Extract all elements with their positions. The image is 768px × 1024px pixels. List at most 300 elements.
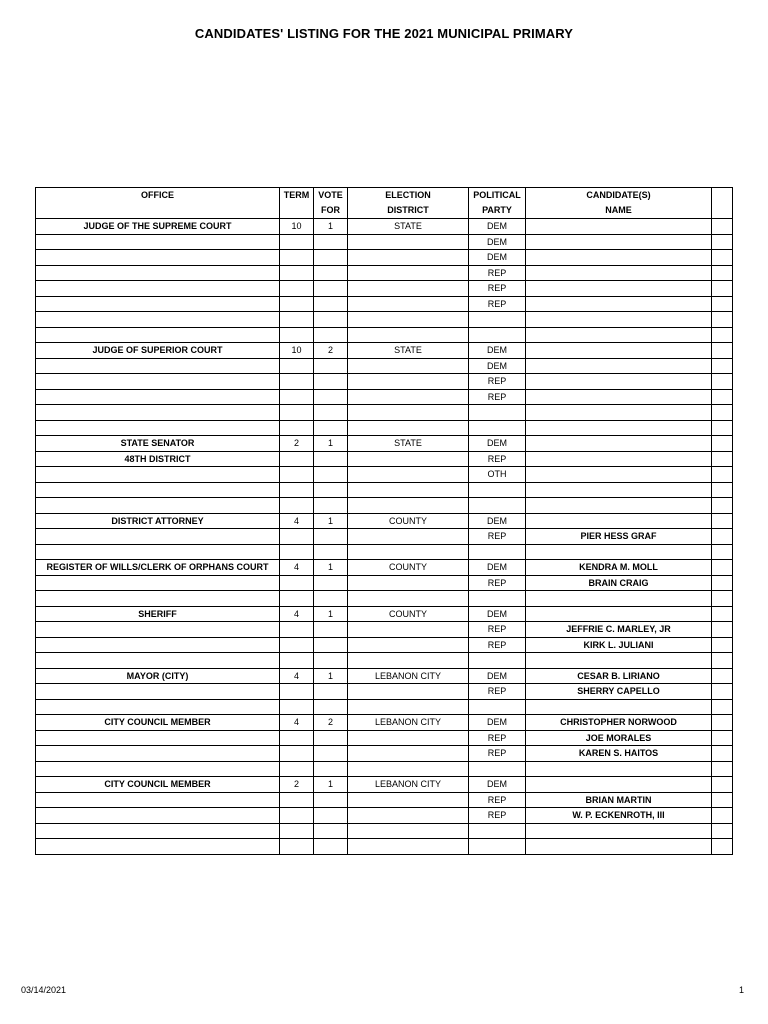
vote-for-cell [314,327,348,343]
election-district-cell: COUNTY [348,606,469,622]
candidate-name-cell [526,389,712,405]
term-cell [280,467,314,483]
table-row [36,808,733,824]
extra-cell [712,668,733,684]
document-title: CANDIDATES' LISTING FOR THE 2021 MUNICIPAL PRIMARY [194,26,574,41]
office-cell [36,498,280,514]
table-row [36,622,733,638]
political-party-cell: REP [469,529,526,545]
election-district-cell [348,327,469,343]
term-cell [280,591,314,607]
term-cell [280,575,314,591]
political-party-cell: OTH [469,467,526,483]
political-party-cell [469,405,526,421]
candidate-name-cell [526,343,712,359]
candidate-name-cell: JOE MORALES [526,730,712,746]
candidate-name-cell [526,482,712,498]
office-cell [36,327,280,343]
vote-for-cell: 1 [314,606,348,622]
extra-cell [712,746,733,762]
election-district-cell [348,234,469,250]
table-row [36,544,733,560]
office-cell [36,467,280,483]
candidate-name-cell [526,606,712,622]
table-row [36,498,733,514]
candidate-name-cell: SHERRY CAPELLO [526,684,712,700]
election-district-cell [348,730,469,746]
candidate-name-cell: W. P. ECKENROTH, III [526,808,712,824]
term-cell [280,234,314,250]
office-cell [36,529,280,545]
political-party-cell: REP [469,808,526,824]
extra-cell [712,389,733,405]
extra-cell [712,808,733,824]
vote-for-cell [314,265,348,281]
vote-for-cell [314,591,348,607]
extra-cell [712,792,733,808]
table-row [36,792,733,808]
vote-for-cell: 1 [314,777,348,793]
office-cell [36,405,280,421]
candidate-name-cell [526,219,712,235]
political-party-cell: DEM [469,358,526,374]
extra-cell [712,327,733,343]
political-party-cell: REP [469,575,526,591]
election-district-cell [348,296,469,312]
extra-cell [712,715,733,731]
office-cell [36,684,280,700]
extra-cell [712,529,733,545]
table-row [36,281,733,297]
extra-cell [712,684,733,700]
term-cell [280,792,314,808]
office-cell [36,234,280,250]
vote-for-cell [314,622,348,638]
election-district-cell [348,761,469,777]
extra-cell [712,823,733,839]
political-party-cell: DEM [469,668,526,684]
political-party-cell [469,544,526,560]
political-party-cell: DEM [469,343,526,359]
table-row [36,823,733,839]
office-cell [36,746,280,762]
candidate-name-cell: KIRK L. JULIANI [526,637,712,653]
office-cell: STATE SENATOR [36,436,280,452]
candidate-name-cell: PIER HESS GRAF [526,529,712,545]
office-cell [36,653,280,669]
vote-for-cell [314,451,348,467]
candidate-name-cell: CHRISTOPHER NORWOOD [526,715,712,731]
table-row [36,250,733,266]
political-party-header-line1: POLITICAL [473,190,521,200]
vote-for-cell [314,839,348,855]
table-row [36,529,733,545]
term-cell [280,529,314,545]
political-party-cell [469,420,526,436]
office-cell [36,296,280,312]
election-district-cell [348,746,469,762]
political-party-cell: REP [469,451,526,467]
extra-cell [712,281,733,297]
header-row [36,188,733,219]
candidate-name-cell [526,327,712,343]
office-cell [36,839,280,855]
vote-for-cell: 1 [314,219,348,235]
page-number: 1 [739,985,745,995]
table-row [36,312,733,328]
election-district-cell [348,405,469,421]
political-party-cell: DEM [469,560,526,576]
office-cell [36,792,280,808]
table-row [36,575,733,591]
candidate-name-cell [526,451,712,467]
election-district-cell [348,699,469,715]
office-cell [36,761,280,777]
extra-cell [712,234,733,250]
term-cell [280,699,314,715]
political-party-cell: DEM [469,513,526,529]
candidate-name-cell [526,296,712,312]
term-cell [280,839,314,855]
election-district-cell [348,312,469,328]
vote-for-cell: 1 [314,560,348,576]
table-body [36,219,733,855]
political-party-cell: REP [469,622,526,638]
table-row [36,374,733,390]
election-district-cell: LEBANON CITY [348,668,469,684]
political-party-cell: REP [469,296,526,312]
vote-for-cell [314,792,348,808]
extra-cell [712,312,733,328]
extra-cell [712,653,733,669]
vote-for-header-line1: VOTE [318,190,343,200]
term-cell [280,823,314,839]
term-cell: 4 [280,668,314,684]
vote-for-cell [314,281,348,297]
office-cell: REGISTER OF WILLS/CLERK OF ORPHANS COURT [36,560,280,576]
office-cell: CITY COUNCIL MEMBER [36,777,280,793]
office-cell: JUDGE OF THE SUPREME COURT [36,219,280,235]
election-district-header-line1: ELECTION [385,190,431,200]
term-cell [280,327,314,343]
vote-for-cell: 1 [314,513,348,529]
political-party-cell: REP [469,265,526,281]
candidate-name-header-line2: NAME [605,205,632,215]
candidate-name-cell [526,405,712,421]
office-cell: SHERIFF [36,606,280,622]
term-cell [280,684,314,700]
table-row [36,653,733,669]
extra-cell [712,575,733,591]
term-cell [280,265,314,281]
candidate-name-cell: KAREN S. HAITOS [526,746,712,762]
political-party-header-line2: PARTY [482,205,512,215]
political-party-cell: DEM [469,234,526,250]
table-row [36,777,733,793]
table-row [36,482,733,498]
term-cell [280,637,314,653]
office-cell [36,823,280,839]
office-cell: DISTRICT ATTORNEY [36,513,280,529]
political-party-cell: REP [469,374,526,390]
vote-for-cell [314,746,348,762]
candidate-name-cell [526,374,712,390]
office-cell [36,808,280,824]
term-cell: 4 [280,715,314,731]
table-row [36,405,733,421]
table-row [36,513,733,529]
election-district-cell [348,591,469,607]
candidate-name-cell: CESAR B. LIRIANO [526,668,712,684]
election-district-cell [348,637,469,653]
vote-for-cell [314,730,348,746]
term-cell [280,746,314,762]
footer-date: 03/14/2021 [21,985,67,995]
extra-cell [712,560,733,576]
vote-for-header [314,188,348,219]
candidate-name-header-line1: CANDIDATE(S) [586,190,651,200]
vote-for-cell [314,296,348,312]
office-cell [36,389,280,405]
term-cell [280,498,314,514]
candidate-name-cell [526,591,712,607]
extra-cell [712,343,733,359]
political-party-cell [469,653,526,669]
political-party-cell: DEM [469,715,526,731]
table-row [36,699,733,715]
office-cell [36,358,280,374]
extra-cell [712,358,733,374]
political-party-cell [469,839,526,855]
term-cell [280,730,314,746]
office-cell: JUDGE OF SUPERIOR COURT [36,343,280,359]
term-cell [280,405,314,421]
table-row [36,265,733,281]
political-party-cell: DEM [469,250,526,266]
political-party-cell: REP [469,637,526,653]
term-cell [280,482,314,498]
candidate-name-cell [526,467,712,483]
election-district-cell [348,792,469,808]
table-row [36,467,733,483]
candidate-name-cell: KENDRA M. MOLL [526,560,712,576]
candidate-name-cell [526,436,712,452]
political-party-cell [469,498,526,514]
office-cell [36,699,280,715]
election-district-cell [348,420,469,436]
candidate-name-cell [526,823,712,839]
election-district-cell [348,250,469,266]
vote-for-cell [314,575,348,591]
table-row [36,761,733,777]
election-district-cell: STATE [348,343,469,359]
table-row [36,343,733,359]
vote-for-cell [314,482,348,498]
term-cell [280,374,314,390]
term-cell: 10 [280,219,314,235]
term-cell: 2 [280,777,314,793]
election-district-cell: LEBANON CITY [348,715,469,731]
vote-for-cell [314,761,348,777]
political-party-cell [469,327,526,343]
table-row [36,327,733,343]
election-district-cell [348,374,469,390]
extra-cell [712,405,733,421]
term-cell [280,296,314,312]
election-district-cell [348,575,469,591]
table-row [36,591,733,607]
vote-for-cell: 1 [314,668,348,684]
table-row [36,358,733,374]
extra-cell [712,513,733,529]
extra-cell [712,622,733,638]
table-row [36,715,733,731]
term-cell: 10 [280,343,314,359]
office-cell [36,544,280,560]
election-district-cell [348,544,469,560]
office-cell [36,374,280,390]
extra-cell [712,467,733,483]
vote-for-cell [314,405,348,421]
term-cell [280,451,314,467]
election-district-cell [348,839,469,855]
candidate-name-cell: BRIAN MARTIN [526,792,712,808]
election-district-cell [348,529,469,545]
office-cell: MAYOR (CITY) [36,668,280,684]
candidate-name-cell [526,234,712,250]
candidate-name-header [526,188,712,219]
political-party-cell [469,482,526,498]
vote-for-cell [314,637,348,653]
political-party-cell [469,761,526,777]
candidates-table [35,187,733,855]
election-district-cell [348,498,469,514]
vote-for-cell: 2 [314,715,348,731]
vote-for-cell [314,467,348,483]
table-row [36,560,733,576]
extra-cell [712,839,733,855]
term-cell: 2 [280,436,314,452]
candidate-name-cell [526,281,712,297]
table-row [36,436,733,452]
vote-for-header-line2: FOR [321,205,340,215]
election-district-cell [348,684,469,700]
political-party-cell: DEM [469,219,526,235]
election-district-cell [348,389,469,405]
office-cell: 48TH DISTRICT [36,451,280,467]
extra-cell [712,699,733,715]
candidate-name-cell [526,513,712,529]
table-row [36,389,733,405]
election-district-cell [348,467,469,483]
term-cell [280,761,314,777]
vote-for-cell [314,498,348,514]
term-cell [280,808,314,824]
vote-for-cell [314,544,348,560]
office-cell [36,312,280,328]
term-cell: 4 [280,513,314,529]
table-row [36,606,733,622]
candidate-name-cell [526,699,712,715]
extra-cell [712,265,733,281]
office-cell [36,265,280,281]
election-district-cell [348,358,469,374]
vote-for-cell [314,684,348,700]
extra-cell [712,606,733,622]
election-district-cell [348,281,469,297]
election-district-cell [348,622,469,638]
vote-for-cell [314,312,348,328]
table-row [36,684,733,700]
term-cell: 4 [280,560,314,576]
office-header: OFFICE [36,188,280,219]
extra-cell [712,482,733,498]
election-district-cell: STATE [348,436,469,452]
candidate-name-cell [526,761,712,777]
vote-for-cell: 2 [314,343,348,359]
extra-cell [712,219,733,235]
table-row [36,730,733,746]
extra-cell [712,544,733,560]
term-cell: 4 [280,606,314,622]
vote-for-cell [314,389,348,405]
political-party-header [469,188,526,219]
extra-cell [712,637,733,653]
table-row [36,839,733,855]
candidate-name-cell [526,839,712,855]
political-party-cell: DEM [469,436,526,452]
office-cell: CITY COUNCIL MEMBER [36,715,280,731]
office-cell [36,637,280,653]
election-district-cell: STATE [348,219,469,235]
extra-cell [712,436,733,452]
extra-cell [712,591,733,607]
extra-cell [712,498,733,514]
political-party-cell [469,591,526,607]
election-district-cell: LEBANON CITY [348,777,469,793]
table-row [36,296,733,312]
election-district-cell [348,808,469,824]
table-row [36,637,733,653]
election-district-header-line2: DISTRICT [387,205,429,215]
office-cell [36,250,280,266]
election-district-cell [348,823,469,839]
vote-for-cell [314,699,348,715]
political-party-cell: DEM [469,606,526,622]
table-row [36,451,733,467]
candidate-name-cell [526,265,712,281]
vote-for-cell [314,358,348,374]
office-cell [36,591,280,607]
political-party-cell: REP [469,746,526,762]
candidate-name-cell: JEFFRIE C. MARLEY, JR [526,622,712,638]
extra-header [712,188,733,219]
office-cell [36,622,280,638]
vote-for-cell: 1 [314,436,348,452]
election-district-cell [348,482,469,498]
political-party-cell: REP [469,792,526,808]
vote-for-cell [314,529,348,545]
table-row [36,668,733,684]
office-cell [36,575,280,591]
candidate-name-cell [526,544,712,560]
candidate-name-cell [526,250,712,266]
political-party-cell: DEM [469,777,526,793]
office-cell [36,730,280,746]
vote-for-cell [314,420,348,436]
vote-for-cell [314,823,348,839]
political-party-cell: REP [469,281,526,297]
